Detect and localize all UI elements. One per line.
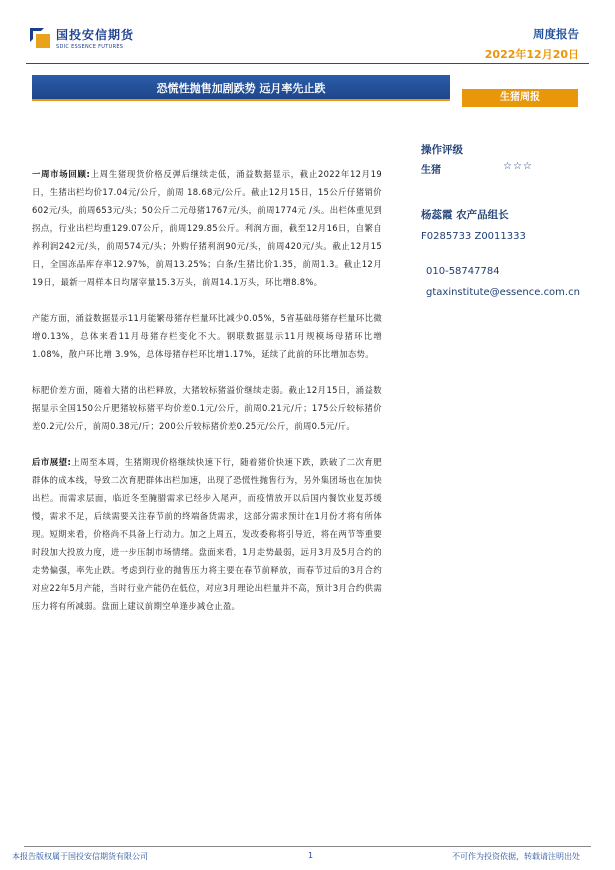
report-date: 2022年12月20日 bbox=[484, 48, 579, 61]
analyst-registration: F0285733 Z0011333 bbox=[421, 231, 526, 242]
market-review-text: 上周生猪现货价格反弹后继续走低，涌益数据显示，截止2022年12月19日，生猪出栏均价17.04元/公斤，前周 18.68元/公斤。截止12月15日，15公斤仔猪销价602元/头，前周653元/头；50公斤二元母猪1767元/头，前周1774元 /头。出栏体重见到拐点，行业出栏均重129.07公斤，前周129.85公斤。利润方面，截至12月16日，自繁自养利润242元/头，前周574元/头；外购仔猪利润90元/头，前周420元/头。截止12月15日，全国冻品库存率12.97%，前周13.25%；白条/生猪比价1.35，前周1.3。截止12月19日，最新一周样本日均屠宰量15.3万头，前周14.1万头，环比增8.8%。 bbox=[32, 169, 383, 287]
market-review-paragraph bbox=[32, 165, 382, 291]
main-body bbox=[32, 165, 382, 633]
report-type: 周度报告 bbox=[533, 27, 579, 41]
report-title: 恐慌性抛售加剧跌势 远月率先止跌 bbox=[156, 82, 326, 95]
outlook-label: 后市展望: bbox=[32, 457, 72, 467]
footer-divider bbox=[24, 846, 591, 847]
page-number: 1 bbox=[308, 851, 314, 860]
outlook-text: 上周至本周，生猪期现价格继续快速下行，随着猪价快速下跌，跌破了二次育肥群体的成本线，导致二次育肥群体出栏加速，出现了恐慌性抛售行为，另外集团场也在加快出栏。而需求层面，临近冬至腌腊需求已经步入尾声，而疫情放开以后国内餐饮业复苏缓慢，需求不足，后续需要关注春节前的终端备货需求，这部分需求预计在1月份才将有所体现。短期来看，价格尚不具备上行动力。加之上周五，发改委称将引导近，将在两节等重要时段加大投放力度，进一步压制市场情绪。盘面来看，1月走势最弱，远月3月及5月合约的走势偏强，率先止跌。考虑到行业的抛售压力将主要在春节前释放，而春节过后的3月合约对应22年5月产能，当时行业产能仍在低位，对应3月理论出栏量并不高，预计3月合约供需压力将有所减弱。盘面上建议前期空单逢步减仓止盈。 bbox=[32, 457, 382, 611]
copyright-note: 本报告版权属于国投安信期货有限公司 bbox=[12, 852, 148, 861]
analyst-name: 杨蕊霞 农产品组长 bbox=[421, 209, 509, 221]
rating-panel bbox=[421, 142, 533, 176]
rating-row bbox=[421, 161, 601, 176]
analyst-phone: 010-58747784 bbox=[426, 266, 500, 277]
analyst-email[interactable]: gtaxinstitute@essence.com.cn bbox=[426, 287, 580, 298]
company-logo bbox=[30, 26, 134, 50]
header-divider bbox=[26, 63, 589, 64]
market-review-label: 一周市场回顾: bbox=[32, 169, 91, 179]
outlook-paragraph bbox=[32, 453, 382, 615]
capacity-paragraph: 产能方面，涌益数据显示11月能繁母猪存栏量环比减少0.05%，5省基础母猪存栏量环比微增0.13%，总体来看11月母猪存栏变化不大。钢联数据显示11月规模场母猪环比增1.08%，散户环比增 3.9%，总体母猪存栏环比增1.17%，延续了此前的环比增加态势。 bbox=[32, 313, 382, 359]
title-banner bbox=[32, 75, 450, 99]
logo-cn-text: 国投安信期货 bbox=[56, 28, 135, 42]
title-accent-line bbox=[32, 99, 450, 101]
logo-en-text: SDIC ESSENCE FUTURES bbox=[56, 44, 124, 50]
rating-heading: 操作评级 bbox=[421, 144, 463, 156]
logo-mark-icon bbox=[30, 28, 50, 48]
price-spread-paragraph: 标肥价差方面，随着大猪的出栏释放，大猪较标猪溢价继续走弱。截止12月15日，涌益数据显示全国150公斤肥猪较标猪平均价差0.1元/公斤，前周0.21元/斤；175公斤较标猪价差0.2元/公斤，前周0.38元/斤；200公斤较标猪价差0.25元/公斤，前周0.5元/斤。 bbox=[32, 385, 382, 431]
section-tag: 生猪周报 bbox=[462, 89, 578, 107]
disclaimer-note: 不可作为投资依据，转载请注明出处 bbox=[452, 852, 580, 861]
rating-stars-icon: ☆☆☆ bbox=[503, 161, 533, 172]
rating-item: 生猪 bbox=[421, 165, 441, 176]
